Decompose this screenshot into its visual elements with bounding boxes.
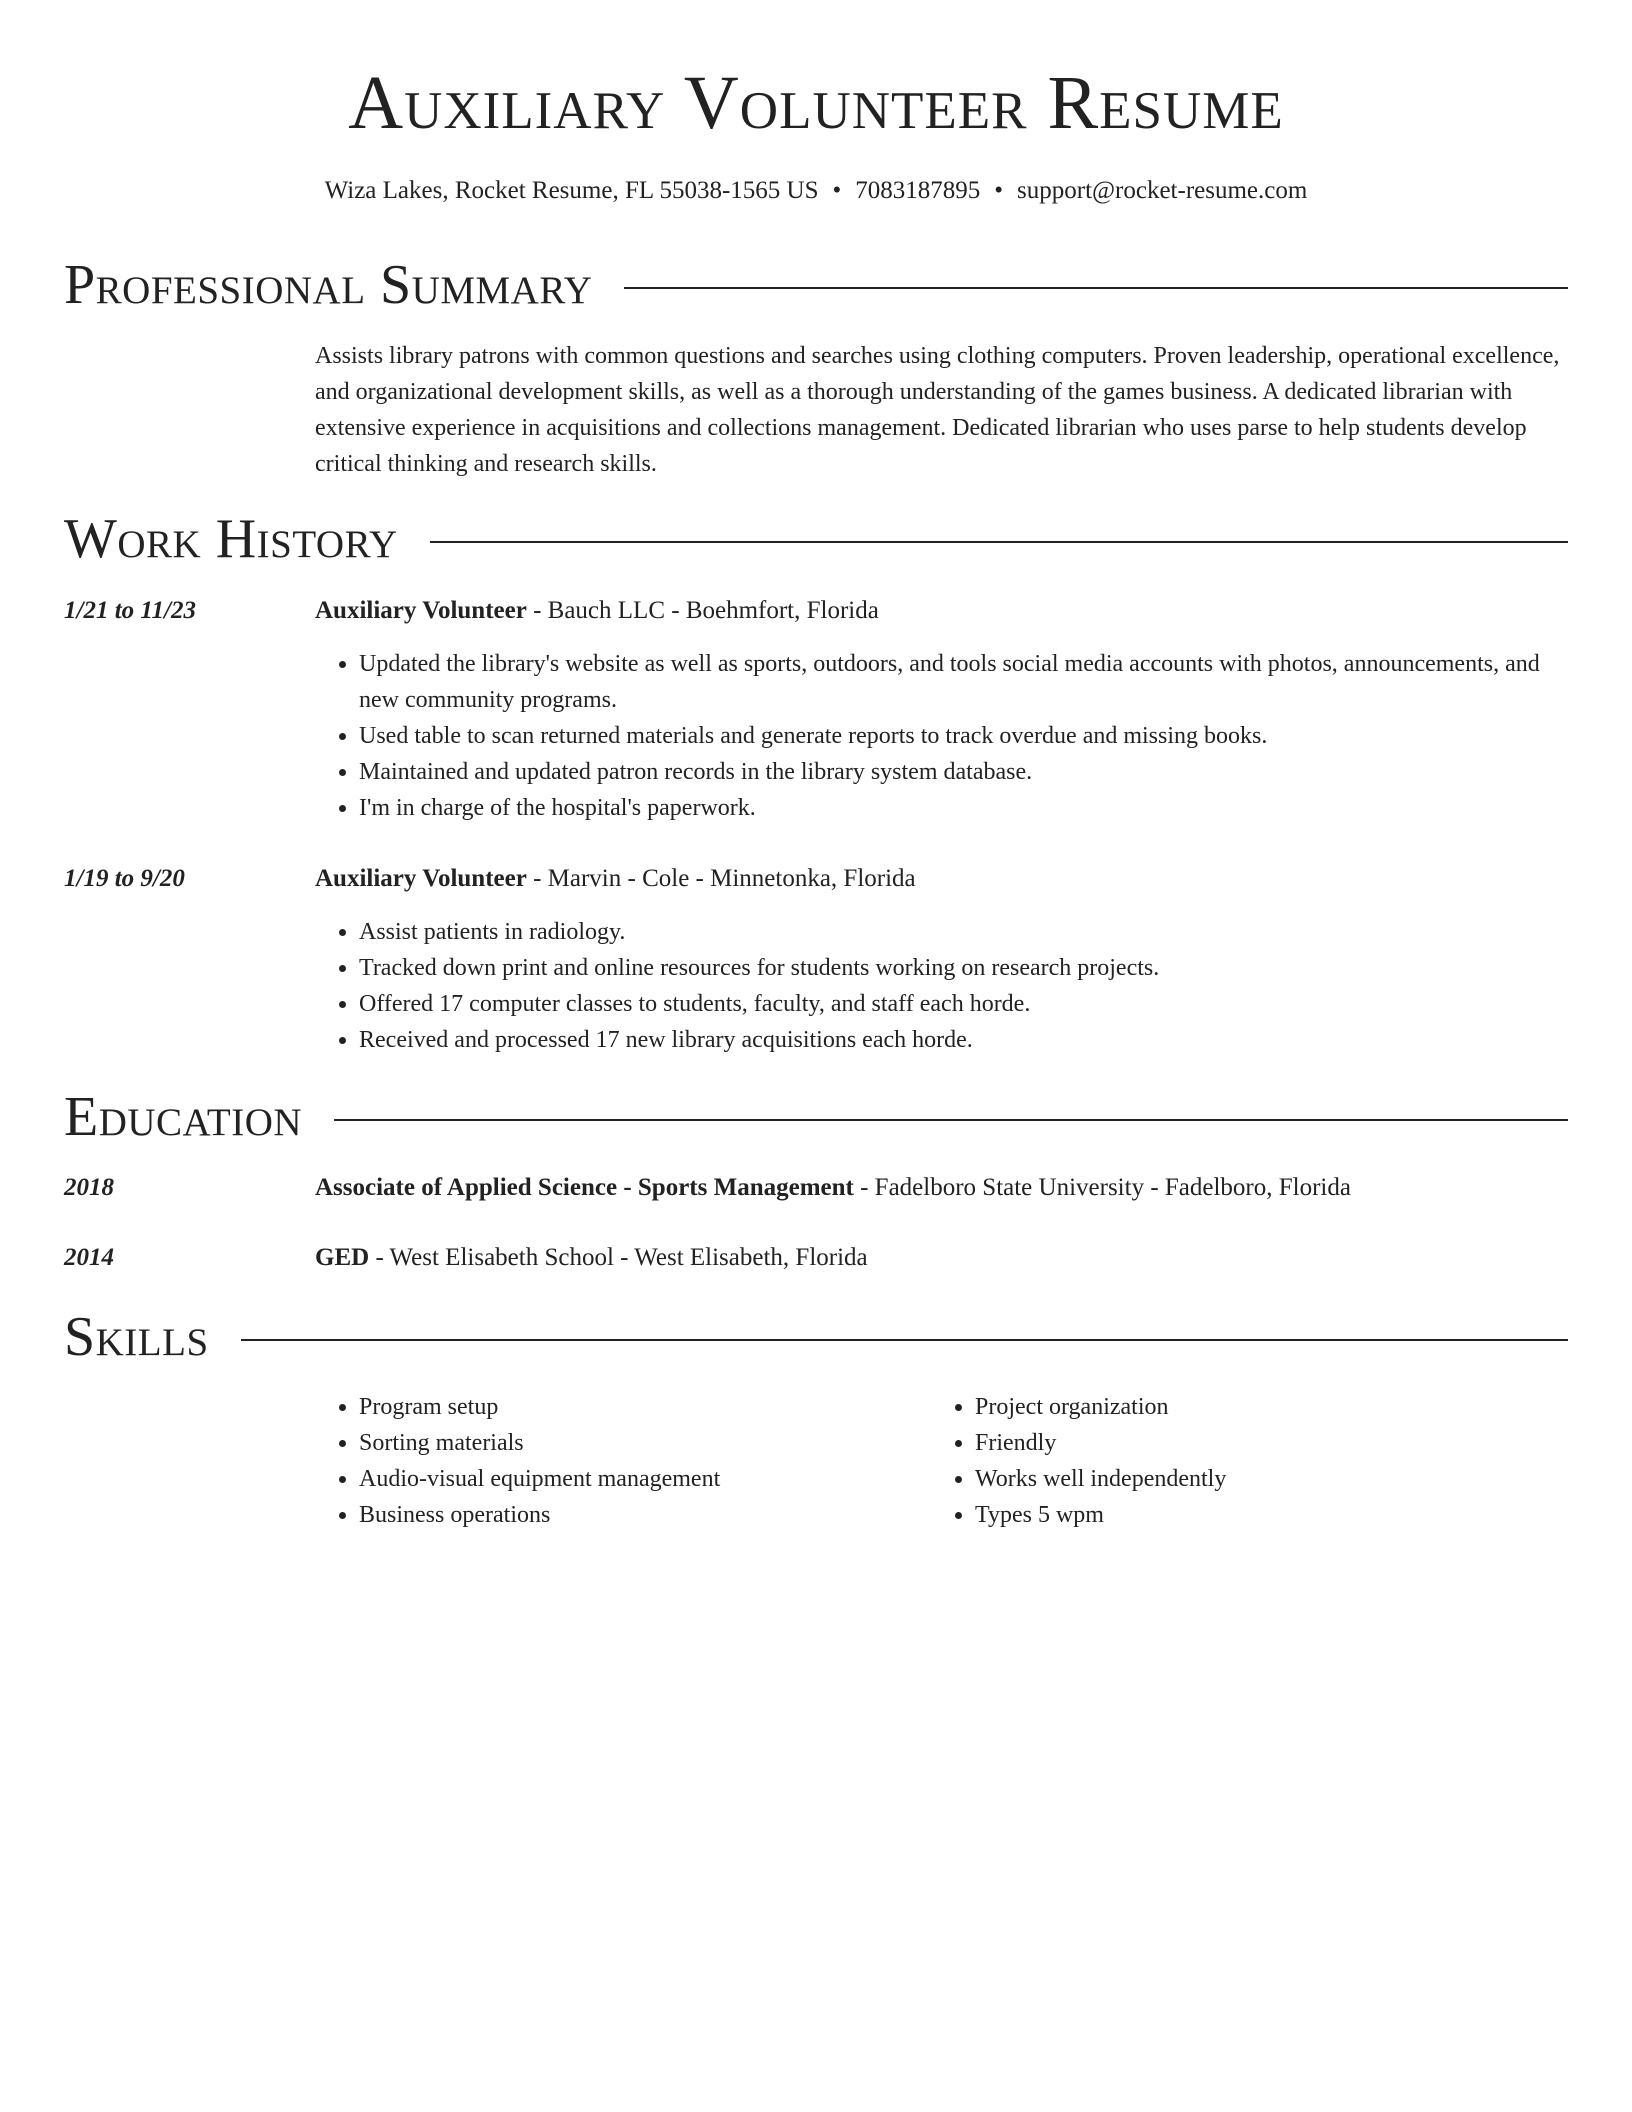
job-title: Auxiliary Volunteer [315,865,527,892]
skills-heading: Skills [64,1306,209,1368]
work-heading: Work History [64,508,398,570]
phone: 7083187895 [855,177,981,204]
job-title: Auxiliary Volunteer [315,597,527,624]
address: Wiza Lakes, Rocket Resume, FL 55038-1565 US [324,177,819,204]
education-heading: Education [64,1086,303,1148]
summary-heading: Professional Summary [64,254,593,316]
skill-item: • Project organization [975,1389,1531,1425]
summary-section-header [64,253,1568,317]
contact-line [64,174,1568,208]
skill-item: • Business operations [359,1497,915,1533]
skills-list-right [931,1389,1531,1533]
list-item: • Used table to scan returned materials and generate reports to track overdue and missing books. [359,718,1568,754]
education-details: - West Elisabeth School - West Elisabeth, Florida [369,1244,868,1271]
list-item: • Offered 17 computer classes to students, faculty, and staff each horde. [359,986,1568,1022]
separator: • [832,177,842,204]
job-dates: 1/21 to 11/23 [64,597,196,624]
skill-item: • Works well independently [975,1461,1531,1497]
summary-text: Assists library patrons with common questions and searches using clothing computers. Proven leadership, operational excellence, and organizational development skills, as well as a thorough understanding of the games business. A dedicated librarian with extensive experience in acquisitions and collections management. Dedicated librarian who uses parse to help students develop critical thinking and research skills. [315,343,1560,477]
skill-item: • Program setup [359,1389,915,1425]
education-year: 2018 [64,1174,114,1201]
education-heading-line [315,1171,1568,1205]
education-degree: Associate of Applied Science - Sports Management [315,1174,854,1201]
education-section-header [64,1085,1568,1149]
job-heading [315,594,1568,628]
job-details: - Bauch LLC - Boehmfort, Florida [526,597,879,624]
job-bullets [315,646,1568,826]
skill-item: • Sorting materials [359,1425,915,1461]
section-rule [624,287,1568,289]
list-item: • Tracked down print and online resources for students working on research projects. [359,950,1568,986]
skills-section-header [64,1305,1568,1369]
skill-item: • Friendly [975,1425,1531,1461]
job-details: - Marvin - Cole - Minnetonka, Florida [526,865,916,892]
list-item: • Received and processed 17 new library acquisitions each horde. [359,1022,1568,1058]
job-dates: 1/19 to 9/20 [64,865,185,892]
work-section-header [64,507,1568,571]
section-rule [241,1339,1568,1341]
education-year: 2014 [64,1244,114,1271]
section-rule [430,541,1568,543]
separator: • [994,177,1004,204]
skill-item: • Audio-visual equipment management [359,1461,915,1497]
job-bullets [315,914,1568,1058]
resume-title: Auxiliary Volunteer Resume [348,61,1284,145]
section-rule [334,1119,1568,1121]
email: support@rocket-resume.com [1017,177,1308,204]
education-heading-line [315,1241,1568,1275]
list-item: • Assist patients in radiology. [359,914,1568,950]
job-heading [315,862,1568,896]
list-item: • Maintained and updated patron records in the library system database. [359,754,1568,790]
skill-item: • Types 5 wpm [975,1497,1531,1533]
list-item: • I'm in charge of the hospital's paperwork. [359,790,1568,826]
education-degree: GED [315,1244,370,1271]
list-item: • Updated the library's website as well as sports, outdoors, and tools social media accounts with photos, announcements, and new community programs. [359,646,1568,718]
education-details: - Fadelboro State University - Fadelboro, Florida [853,1174,1351,1201]
skills-list-left [315,1389,915,1533]
